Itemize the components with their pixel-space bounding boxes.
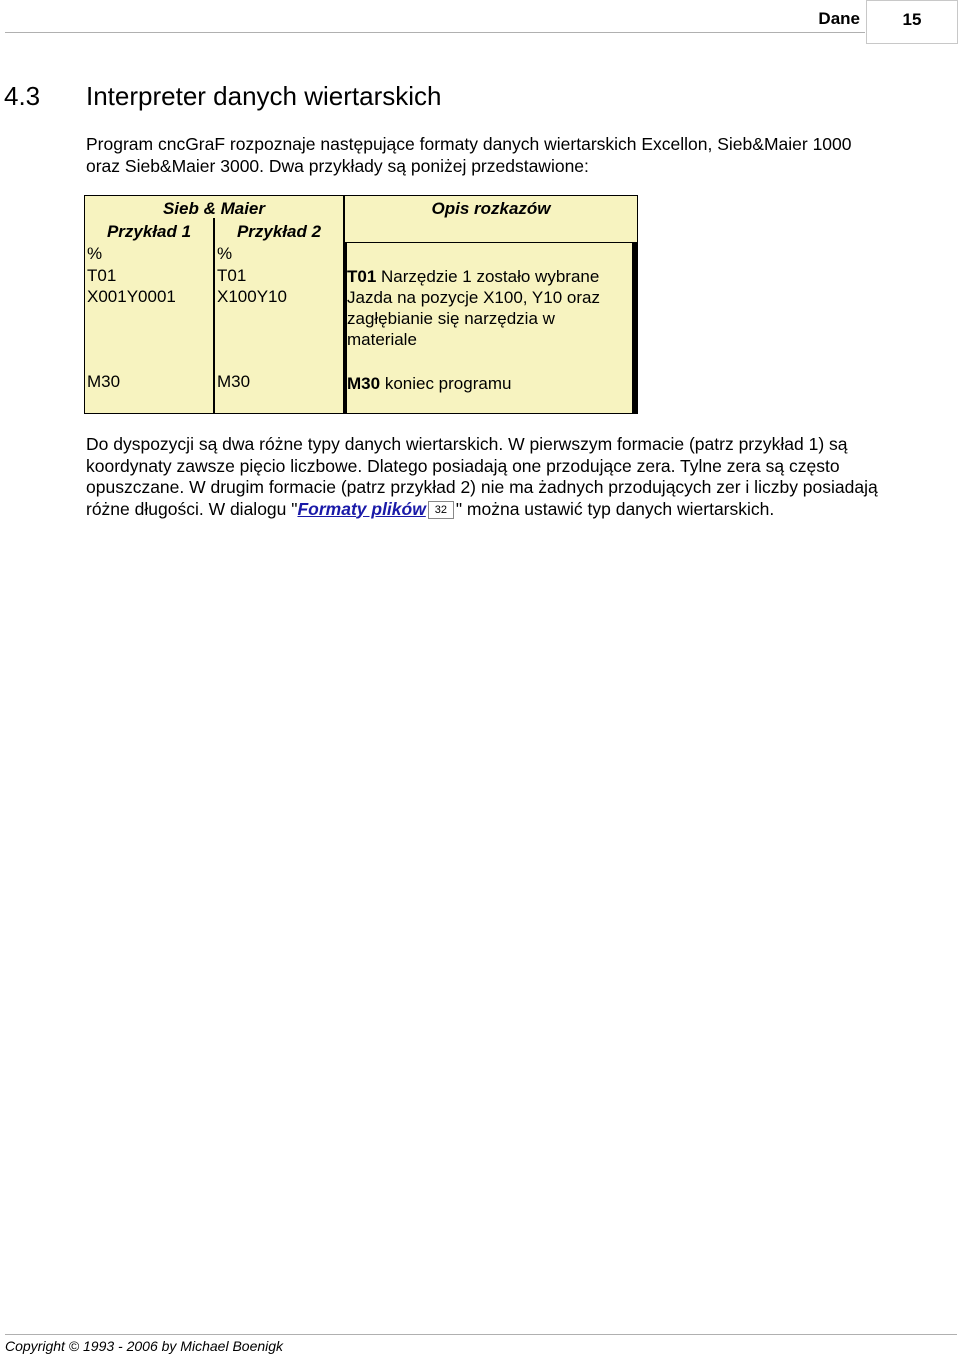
intro-line-1: Program cncGraF rozpoznaje następujące formaty danych wiertarskich Excellon, Sieb&Maier 1000 — [86, 134, 852, 154]
desc-m30-row — [347, 373, 631, 394]
desc-header: Opis rozkazów — [431, 199, 551, 218]
section-heading: Interpreter danych wiertarskich — [86, 81, 442, 111]
ex2-line-3: X100Y10 — [217, 287, 287, 306]
body-line-4-start: różne długości. W dialogu " — [86, 498, 298, 519]
header-section-name: Dane — [818, 9, 860, 28]
body-line-4-end: " można ustawić typ danych wiertarskich. — [455, 498, 775, 519]
desc-top-border — [345, 242, 637, 243]
desc-m30-cmd: M30 — [347, 374, 381, 393]
intro-line-2: oraz Sieb&Maier 3000. Dwa przykłady są poniżej przedstawione: — [86, 156, 589, 176]
section-title — [4, 81, 441, 112]
footer-rule — [5, 1334, 957, 1335]
col-divider-1 — [213, 218, 215, 414]
page-ref-icon[interactable]: 32 — [428, 501, 454, 519]
ex1-line-3: X001Y0001 — [87, 287, 176, 306]
footer-copyright: Copyright © 1993 - 2006 by Michael Boenigk — [5, 1338, 284, 1354]
intro-paragraph — [86, 133, 946, 177]
body-line-4 — [86, 499, 956, 521]
ex1-line-2: T01 — [87, 266, 117, 285]
body-paragraph — [86, 434, 956, 520]
header-rule — [5, 32, 865, 33]
ex2-line-1: % — [217, 244, 233, 263]
desc-block — [347, 266, 631, 350]
ex2-line-2: T01 — [217, 266, 247, 285]
ex1-end: M30 — [87, 372, 121, 391]
formaty-plikow-link[interactable]: Formaty plików — [297, 498, 426, 519]
header-page-number: 15 — [866, 0, 958, 44]
sieb-maier-header: Sieb & Maier — [162, 199, 266, 218]
body-line-3: opuszczane. W drugim formacie (patrz przykład 2) nie ma żadnych przodujących zer i liczby posiadają — [86, 477, 878, 497]
ex1-line-1: % — [87, 244, 103, 263]
example-2-header: Przykład 2 — [236, 222, 322, 241]
section-number: 4.3 — [4, 81, 41, 111]
example-1-header: Przykład 1 — [106, 222, 192, 241]
ex2-end: M30 — [217, 372, 251, 391]
body-line-1: Do dyspozycji są dwa różne typy danych wiertarskich. W pierwszym formacie (patrz przykład 1) są — [86, 434, 848, 454]
desc-m30-text: koniec programu — [384, 374, 512, 393]
desc-t01-text: Narzędzie 1 zostało wybrane — [381, 267, 600, 286]
drill-format-table — [84, 195, 638, 414]
desc-move-1: Jazda na pozycje X100, Y10 oraz — [347, 288, 600, 307]
desc-move-2: zagłębianie się narzędzia w — [347, 309, 555, 328]
desc-move-3: materiale — [347, 330, 417, 349]
body-line-2: koordynaty zawsze pięcio liczbowe. Dlatego posiadają one przodujące zera. Tylne zera są często — [86, 455, 840, 476]
desc-right-border — [632, 242, 637, 414]
desc-t01-cmd: T01 — [347, 267, 377, 286]
